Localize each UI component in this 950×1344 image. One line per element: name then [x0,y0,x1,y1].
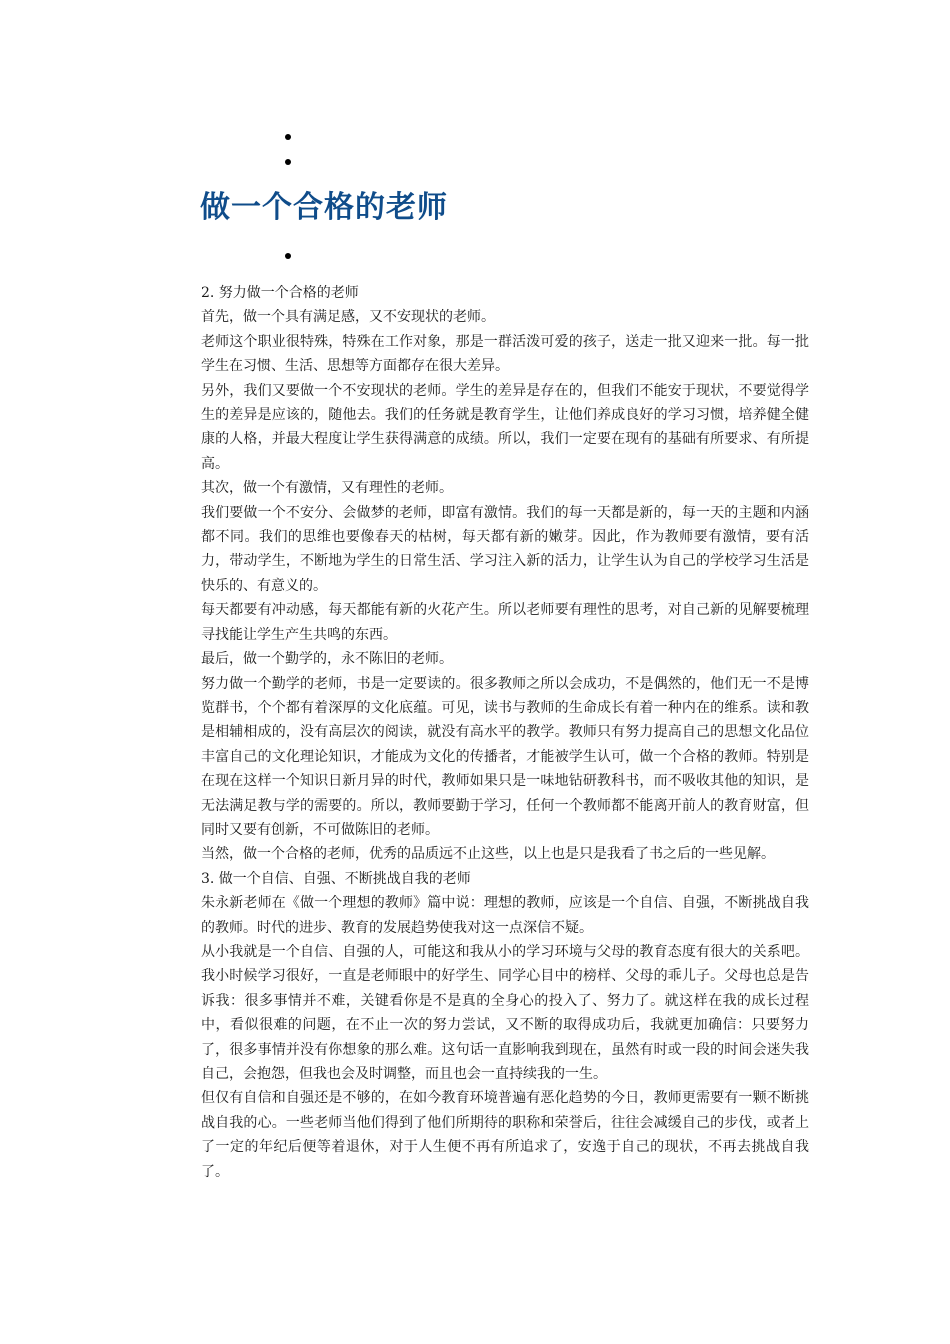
paragraph: 首先，做一个具有满足感，又不安现状的老师。 [201,309,495,326]
paragraph: 朱永新老师在《做一个理想的教师》篇中说：理想的教师，应该是一个自信、自强，不断挑战自我的教师。时代的进步、教育的发展趋势使我对这一点深信不疑。 [201,895,809,936]
paragraph: 其次，做一个有激情，又有理性的老师。 [201,480,453,497]
paragraph: 老师这个职业很特殊，特殊在工作对象，那是一群活泼可爱的孩子，送走一批又迎来一批。每一批学生在习惯、生活、思想等方面都存在很大差异。 [201,333,809,375]
paragraph: 但仅有自信和自强还是不够的，在如今教育环境普遍有恶化趋势的今日，教师更需要有一颗不断挑战自我的心。一些老师当他们得到了他们所期待的职称和荣誉后，往往会减缓自己的步伐，或者上了一定的年纪后便等着退休，对于人生便不再有所追求了，安逸于自己的现状，不再去挑战自我了。 [201,1090,809,1180]
section-heading: 2. 努力做一个合格的老师 [201,285,359,301]
bullet-dot [285,134,291,140]
paragraph: 从小我就是一个自信、自强的人，可能这和我从小的学习环境与父母的教育态度有很大的关系吧。我小时候学习很好，一直是老师眼中的好学生、同学心目中的榜样、父母的乖儿子。父母也总是告诉我：很多事情并不难，关键看你是不是真的全身心的投入了、努力了。就这样在我的成长过程中，看似很难的问题，在不止一次的努力尝试，又不断的取得成功后，我就更加确信：只要努力了，很多事情并没有你想象的那么难。这句话一直影响我到现在，虽然有时或一段的时间会迷失我自己，会抱怨，但我也会及时调整，而且也会一直持续我的一生。 [201,943,809,1082]
paragraph: 努力做一个勤学的老师，书是一定要读的。很多教师之所以会成功，不是偶然的，他们无一不是博览群书，个个都有着深厚的文化底蕴。可见，读书与教师的生命成长有着一种内在的维系。读和教是相辅相成的，没有高层次的阅读，就没有高水平的教学。教师只有努力提高自己的思想文化品位丰富自己的文化理论知识，才能成为文化的传播者，才能被学生认可，做一个合格的教师。特别是在现在这样一个知识日新月异的时代，教师如果只是一味地钻研教科书，而不吸收其他的知识，是无法满足教与学的需要的。所以，教师要勤于学习，任何一个教师都不能离开前人的教育财富，但同时又要有创新，不可做陈旧的老师。 [201,675,809,838]
paragraph: 当然，做一个合格的老师，优秀的品质远不止这些，以上也是只是我看了书之后的一些见解。 [201,846,775,863]
document-body [201,281,809,1184]
paragraph: 另外，我们又要做一个不安现状的老师。学生的差异是存在的，但我们不能安于现状，不要觉得学生的差异是应该的，随他去。我们的任务就是教育学生，让他们养成良好的学习习惯，培养健全健康的人格，并最大程度让学生获得满意的成绩。所以，我们一定要在现有的基础有所要求、有所提高。 [201,382,809,472]
page-title: 做一个合格的老师 [200,190,448,225]
paragraph: 最后，做一个勤学的，永不陈旧的老师。 [201,651,453,668]
paragraph: 我们要做一个不安分、会做梦的老师，即富有激情。我们的每一天都是新的，每一天的主题和内涵都不同。我们的思维也要像春天的枯树，每天都有新的嫩芽。因此，作为教师要有激情，要有活力，带动学生，不断地为学生的日常生活、学习注入新的活力，让学生认为自己的学校学习生活是快乐的、有意义的。 [201,504,809,594]
bullet-dot [285,253,291,259]
bullet-dot [285,159,291,165]
section-heading: 3. 做一个自信、自强、不断挑战自我的老师 [201,870,471,887]
paragraph: 每天都要有冲动感，每天都能有新的火花产生。所以老师要有理性的思考，对自己新的见解要梳理寻找能让学生产生共鸣的东西。 [201,602,809,643]
